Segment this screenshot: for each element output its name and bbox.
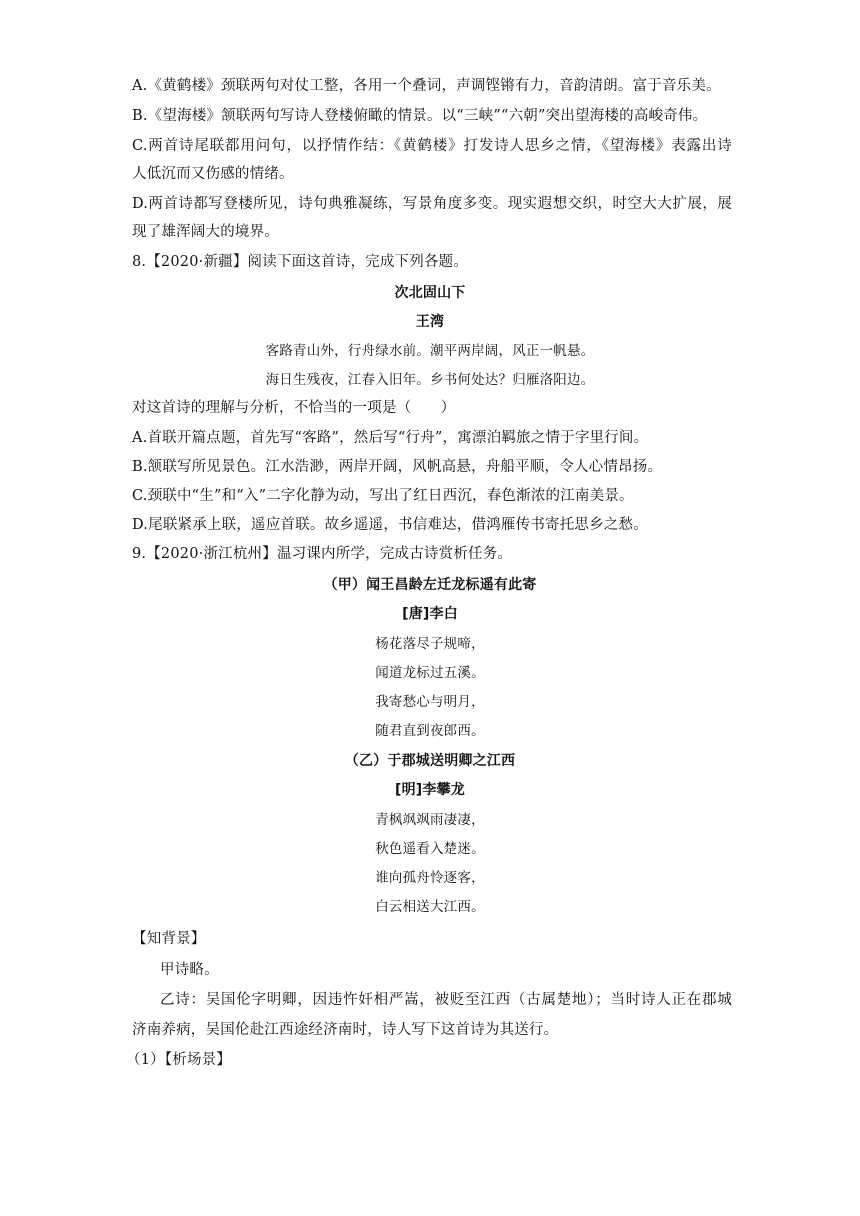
q7-option-a: A.《黄鹤楼》颈联两句对仗工整，各用一个叠词，声调铿锵有力，音韵清朗。富于音乐美。 xyxy=(132,78,721,94)
q8-poem-line-1: 客路青山外，行舟绿水前。潮平两岸阔，风正一帆悬。 xyxy=(265,343,595,359)
q7-option-b: B.《望海楼》颔联两句写诗人登楼俯瞰的情景。以“三峡”“六朝”突出望海楼的高峻奇伟。 xyxy=(132,108,708,124)
q9-poem-b-line-1: 青枫飒飒雨凄凄， xyxy=(375,812,485,828)
q9-stem: 9.【2020·浙江杭州】温习课内所学，完成古诗赏析任务。 xyxy=(132,546,513,562)
q7-option-c-line1: C.两首诗尾联都用问句，以抒情作结：《黄鹤楼》打发诗人思乡之情，《望海楼》表露出诗 xyxy=(132,138,732,154)
q9-background-a: 甲诗略。 xyxy=(160,962,219,978)
q9-poem-b-line-4: 白云相送大江西。 xyxy=(375,899,485,915)
q9-poem-b-author: [明]李攀龙 xyxy=(395,782,465,798)
q8-poem-title: 次北固山下 xyxy=(394,285,466,301)
q9-background-b-line1: 乙诗：吴国伦字明卿，因违忤奸相严嵩，被贬至江西（古属楚地）；当时诗人正在郡城 xyxy=(160,992,732,1008)
q8-option-a: A.首联开篇点题，首先写“客路”，然后写“行舟”，寓漂泊羁旅之情于字里行间。 xyxy=(132,430,649,446)
q9-poem-b-line-3: 谁向孤舟怜逐客， xyxy=(375,870,485,886)
q8-question: 对这首诗的理解与分析，不恰当的一项是（ ） xyxy=(132,400,456,416)
q8-poem-author: 王湾 xyxy=(415,314,445,330)
q9-poem-a-author: [唐]李白 xyxy=(402,606,458,622)
q8-option-b: B.颔联写所见景色。江水浩渺，两岸开阔，风帆高悬，舟船平顺，令人心情昂扬。 xyxy=(132,459,663,475)
q9-poem-a-line-3: 我寄愁心与明月， xyxy=(375,694,485,710)
q7-option-d-line1: D.两首诗都写登楼所见，诗句典雅凝练，写景角度多变。现实遐想交织，时空大大扩展，展 xyxy=(132,196,732,212)
q9-poem-a-line-1: 杨花落尽子规啼， xyxy=(375,636,485,652)
q9-sub1-heading: （1）【析场景】 xyxy=(126,1052,232,1068)
q8-stem: 8.【2020·新疆】阅读下面这首诗，完成下列各题。 xyxy=(132,254,469,270)
q9-background-b-line2: 济南养病，吴国伦赴江西途经济南时，诗人写下这首诗为其送行。 xyxy=(132,1022,559,1038)
q9-poem-b-title: （乙）于郡城送明卿之江西 xyxy=(344,753,516,769)
q7-option-d-line2: 现了雄浑阔大的境界。 xyxy=(132,224,279,240)
q9-poem-b-line-2: 秋色遥看入楚迷。 xyxy=(375,841,485,857)
q7-option-c-line2: 人低沉而又伤感的情绪。 xyxy=(132,166,294,182)
q9-poem-a-title: （甲）闻王昌龄左迁龙标遥有此寄 xyxy=(323,577,537,593)
q8-option-d: D.尾联紧承上联，遥应首联。故乡遥遥，书信难达，借鸿雁传书寄托思乡之愁。 xyxy=(132,517,648,533)
q8-poem-line-2: 海日生残夜，江春入旧年。乡书何处达？归雁洛阳边。 xyxy=(265,372,595,388)
q9-background-heading: 【知背景】 xyxy=(132,931,206,947)
q9-poem-a-line-2: 闻道龙标过五溪。 xyxy=(375,665,485,681)
q9-poem-a-line-4: 随君直到夜郎西。 xyxy=(375,723,485,739)
q8-option-c: C.颈联中“生”和“入”二字化静为动，写出了红日西沉，春色渐浓的江南美景。 xyxy=(132,488,634,504)
